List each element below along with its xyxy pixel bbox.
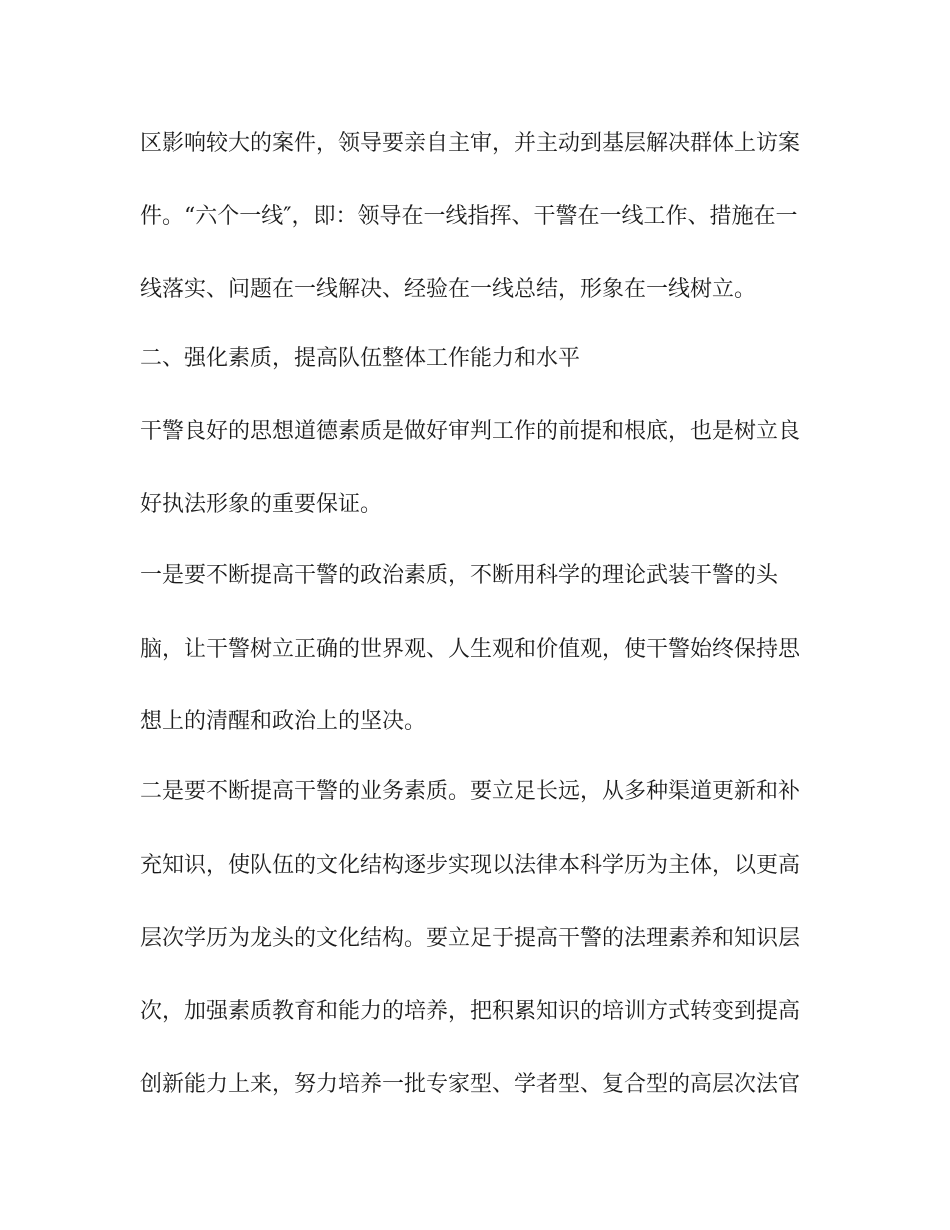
text-line: 一是要不断提高干警的政治素质，不断用科学的理论武装干警的头	[140, 563, 779, 588]
text-line: 二是要不断提高干警的业务素质。要立足长远，从多种渠道更新和补	[140, 779, 801, 804]
text-line: 区影响较大的案件，领导要亲自主审，并主动到基层解决群体上访案	[140, 131, 801, 156]
text-line: 充知识，使队伍的文化结构逐步实现以法律本科学历为主体，以更高	[140, 853, 801, 878]
text-line: 线落实、问题在一线解决、经验在一线总结，形象在一线树立。	[140, 277, 757, 302]
text-line: 想上的清醒和政治上的坚决。	[140, 709, 427, 734]
text-line: 件。“六个一线″，即：领导在一线指挥、干警在一线工作、措施在一	[140, 204, 798, 229]
text-line: 层次学历为龙头的文化结构。要立足于提高干警的法理素养和知识层	[140, 926, 801, 951]
text-line: 次，加强素质教育和能力的培养，把积累知识的培训方式转变到提高	[140, 999, 801, 1024]
text-line: 创新能力上来，努力培养一批专家型、学者型、复合型的高层次法官	[140, 1072, 801, 1097]
text-line: 脑，让干警树立正确的世界观、人生观和价值观，使干警始终保持思	[140, 637, 801, 662]
text-line: 干警良好的思想道德素质是做好审判工作的前提和根底，也是树立良	[140, 419, 801, 444]
section-heading: 二、强化素质，提高队伍整体工作能力和水平	[140, 346, 581, 371]
text-line: 好执法形象的重要保证。	[140, 492, 383, 517]
